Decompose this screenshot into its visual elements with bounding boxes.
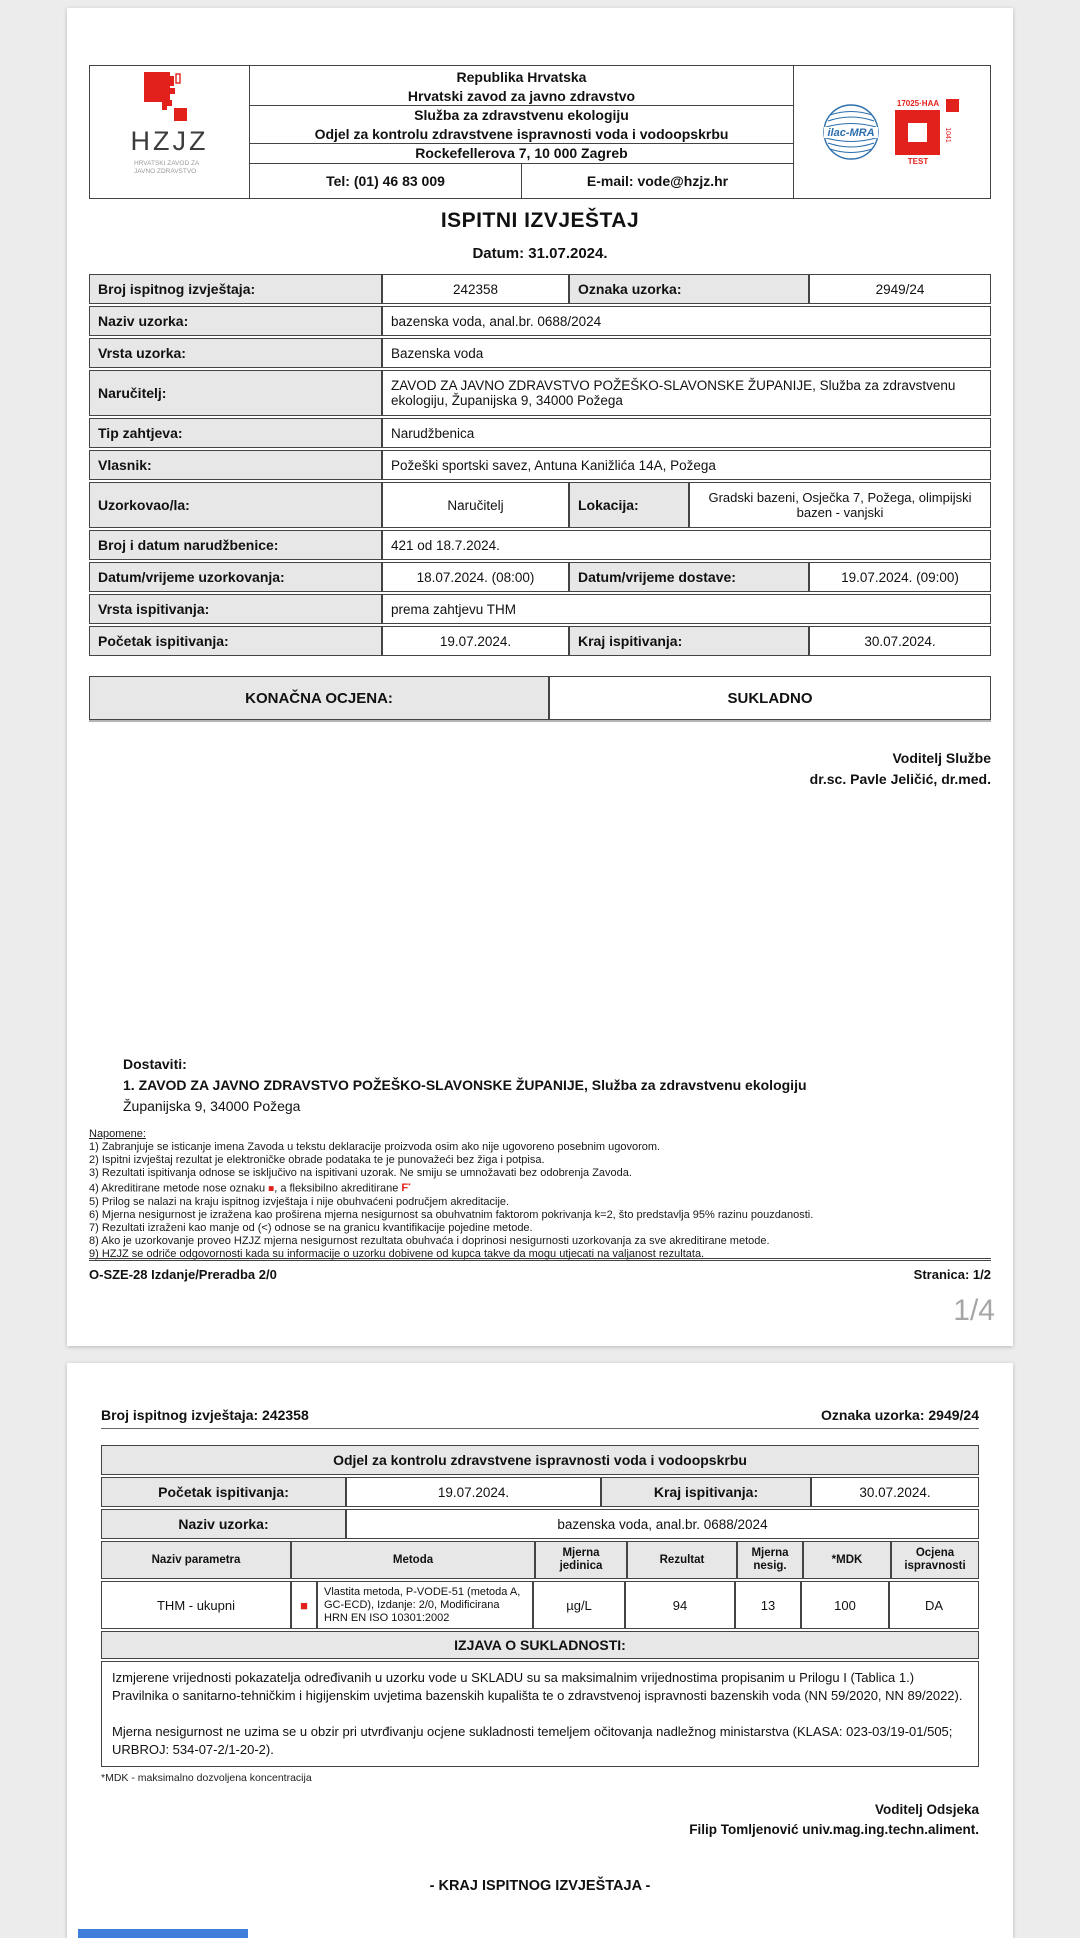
ilac-mra-icon [820, 101, 882, 163]
client-label: Naručitelj: [89, 370, 382, 416]
table-row [89, 482, 991, 528]
col-result: Rezultat [627, 1541, 737, 1579]
order-label: Broj i datum narudžbenice: [89, 530, 382, 560]
conformity-statement-title: IZJAVA O SUKLADNOSTI: [101, 1631, 979, 1659]
location-value: Gradski bazeni, Osječka 7, Požega, olimpijski bazen - vanjski [689, 482, 991, 528]
form-code: O-SZE-28 Izdanje/Preradba 2/0 [89, 1267, 277, 1282]
haa-accreditation-icon [890, 97, 964, 167]
deliver-to-line2: Županijska 9, 34000 Požega [123, 1098, 301, 1114]
statement-paragraph-2: Mjerna nesigurnost ne uzima se u obzir pri utvrđivanju ocjene sukladnosti temeljem očitovanja nadležnog ministarstva (KLASA: 023-03/19-01/505; URBROJ: 534-07-2/1-20-2). [112, 1724, 953, 1757]
phone-number: Tel: (01) 46 83 009 [250, 164, 522, 199]
owner-value: Požeški sportski savez, Antuna Kanižlića 14A, Požega [382, 450, 991, 480]
final-assessment-label: KONAČNA OCJENA: [89, 676, 549, 720]
signature-role: Voditelj Službe [892, 750, 991, 766]
final-assessment-table [89, 676, 991, 722]
note-3: 3) Rezultati ispitivanja odnose se isključivo na ispitivani uzorak. Ne smiju se umnožavati bez odobrenja Zavoda. [89, 1166, 632, 1179]
delivery-datetime-label: Datum/vrijeme dostave: [569, 562, 809, 592]
sample-code-value: 2949/24 [809, 274, 991, 304]
owner-label: Vlasnik: [89, 450, 382, 480]
request-type-value: Narudžbenica [382, 418, 991, 448]
notes-title: Napomene: [89, 1128, 146, 1140]
location-label: Lokacija: [569, 482, 689, 528]
table-row [89, 370, 991, 416]
org-line-department: Odjel za kontrolu zdravstvene ispravnosti voda i vodoopskrbu [314, 125, 729, 142]
p2-end-value: 30.07.2024. [811, 1477, 979, 1507]
flexibly-accredited-icon: F▪ [401, 1181, 411, 1195]
end-of-report-line: - KRAJ ISPITNOG IZVJEŠTAJA - [429, 1878, 651, 1894]
sample-info-table [89, 274, 991, 656]
col-param: Naziv parametra [101, 1541, 291, 1579]
note-5: 5) Prilog se nalazi na kraju ispitnog izvještaja i nije obuhvaćeni područjem akreditacije. [89, 1196, 510, 1209]
results-header-row [101, 1541, 979, 1579]
report-date: Datum: 31.07.2024. [472, 245, 608, 262]
org-line-address: Rockefellerova 7, 10 000 Zagreb [415, 145, 628, 161]
request-type-label: Tip zahtjeva: [89, 418, 382, 448]
ilac-mra-label: ilac-MRA [827, 127, 875, 139]
delivery-datetime-value: 19.07.2024. (09:00) [809, 562, 991, 592]
page2-sample-code: Oznaka uzorka: 2949/24 [821, 1407, 979, 1423]
end-date-label: Kraj ispitivanja: [569, 626, 809, 656]
report-page-2 [67, 1363, 1013, 1938]
method-value: Vlastita metoda, P-VODE-51 (metoda A, GC-ECD), Izdanje: 2/0, Modificirana HRN EN ISO 10301:2002 [317, 1581, 533, 1629]
start-date-label: Početak ispitivanja: [89, 626, 382, 656]
table-row [89, 418, 991, 448]
deliver-to-line1: 1. ZAVOD ZA JAVNO ZDRAVSTVO POŽEŠKO-SLAVONSKE ŽUPANIJE, Služba za zdravstvenu ekologiju [123, 1077, 807, 1093]
haa-number-label: 1041 [944, 127, 951, 143]
table-row [89, 306, 991, 336]
results-table [101, 1541, 979, 1629]
start-date-value: 19.07.2024. [382, 626, 569, 656]
report-page-1 [67, 8, 1013, 1346]
results-data-row [101, 1581, 979, 1629]
test-kind-value: prema zahtjevu THM [382, 594, 991, 624]
note-1: 1) Zabranjuje se isticanje imena Zavoda u tekstu deklaracije proizvoda osim ako nije ugovoreno posebnim ugovorom. [89, 1140, 661, 1153]
note-4: 4) Akreditirane metode nose oznaku ■, a fleksibilno akreditirane F▪ [89, 1181, 411, 1195]
org-line-institute: Hrvatski zavod za javno zdravstvo [407, 87, 636, 104]
sample-type-label: Vrsta uzorka: [89, 338, 382, 368]
accreditation-logos [793, 66, 990, 198]
note-9: 9) HZJZ se odriče odgovornosti kada su informacije o uzorku dobivene od kupca takve da mogu utjecati na valjanost rezultata. [89, 1247, 705, 1260]
page2-report-no: Broj ispitnog izvještaja: 242358 [101, 1407, 309, 1423]
statement-paragraph-1: Izmjerene vrijednosti pokazatelja određivanih u uzorku vode u SKLADU su sa maksimalnim vrijednostima propisanim u Prilogu I (Tablica 1.) Pravilnika o sanitarno-tehničkim i higijenskim uvjetima bazenskih kupališta te o zdravstvenoj ispravnosti bazenskih voda (NN 59/2020, NN 89/2022). [112, 1670, 963, 1703]
report-no-value: 242358 [382, 274, 569, 304]
order-value: 421 od 18.7.2024. [382, 530, 991, 560]
viewer-page-indicator: 1/4 [953, 1294, 995, 1327]
deliver-to-block [123, 1054, 973, 1117]
email-address: E-mail: vode@hzjz.hr [586, 172, 729, 189]
page1-footer [89, 1258, 991, 1282]
sample-code-label: Oznaka uzorka: [569, 274, 809, 304]
table-row [89, 626, 991, 656]
note-8: 8) Ako je uzorkovanje proveo HZJZ mjerna nesigurnost rezultata obuhvaća i doprinosi nesigurnosti uzorkovanja za sve akreditirane metode. [89, 1234, 770, 1247]
haa-test-label: TEST [907, 157, 929, 166]
end-date-value: 30.07.2024. [809, 626, 991, 656]
sampling-datetime-value: 18.07.2024. (08:00) [382, 562, 569, 592]
report-no-label: Broj ispitnog izvještaja: [89, 274, 382, 304]
col-unit: Mjerna jedinica [535, 1541, 627, 1579]
department-table [101, 1445, 979, 1539]
hzjz-logo-block [90, 66, 250, 198]
department-title: Odjel za kontrolu zdravstvene ispravnosti voda i vodoopskrbu [101, 1445, 979, 1475]
hzjz-logo-icon [138, 72, 202, 124]
param-value: THM - ukupni [101, 1581, 291, 1629]
result-value: 94 [625, 1581, 735, 1629]
note-2: 2) Ispitni izvještaj rezultat je elektroničke obrade podataka te je punovažeći bez žiga i potpisa. [89, 1153, 545, 1166]
signature-block-service-head [89, 748, 991, 790]
page-title: ISPITNI IZVJEŠTAJ [440, 209, 640, 232]
note-6: 6) Mjerna nesigurnost je izražena kao proširena mjerna nesigurnost sa obuhvatnim faktorom pokrivanja k=2, što predstavlja 95% razinu pouzdanosti. [89, 1209, 814, 1222]
table-row [89, 450, 991, 480]
signature-block-section-head [101, 1800, 979, 1840]
p2-start-label: Početak ispitivanja: [101, 1477, 346, 1507]
hzjz-logo-text: HZJZ [130, 126, 209, 156]
sample-type-value: Bazenska voda [382, 338, 991, 368]
accredited-method-icon: ■ [268, 1183, 275, 1195]
assessment-value: DA [889, 1581, 979, 1629]
signature-role: Voditelj Odsjeka [874, 1802, 979, 1817]
letterhead-org-lines [250, 66, 793, 198]
accredited-method-icon: ■ [291, 1581, 317, 1629]
table-row [89, 562, 991, 592]
col-method: Metoda [291, 1541, 535, 1579]
sampled-by-label: Uzorkovao/la: [89, 482, 382, 528]
signature-name: dr.sc. Pavle Jeličić, dr.med. [809, 771, 991, 787]
table-row [89, 338, 991, 368]
p2-sample-label: Naziv uzorka: [101, 1509, 346, 1539]
haa-standard-label: 17025·HAA [896, 99, 940, 108]
p2-start-value: 19.07.2024. [346, 1477, 601, 1507]
note-7: 7) Rezultati izraženi kao manje od (<) odnose se na granicu kvantifikacije pojedine metode. [89, 1222, 533, 1234]
uncertainty-value: 13 [735, 1581, 801, 1629]
client-value: ZAVOD ZA JAVNO ZDRAVSTVO POŽEŠKO-SLAVONSKE ŽUPANIJE, Služba za zdravstvenu ekologiju, Županijska 9, 34000 Požega [382, 370, 991, 416]
p2-sample-value: bazenska voda, anal.br. 0688/2024 [346, 1509, 979, 1539]
sampled-by-value: Naručitelj [382, 482, 569, 528]
org-line-republic: Republika Hrvatska [456, 69, 587, 85]
page-of-pages: Stranica: 1/2 [913, 1267, 991, 1282]
signature-name: Filip Tomljenović univ.mag.ing.techn.aliment. [689, 1822, 979, 1837]
conformity-statement-box [101, 1661, 979, 1767]
col-uncertainty: Mjerna nesig. [737, 1541, 803, 1579]
letterhead [89, 65, 991, 199]
table-row [89, 594, 991, 624]
mdk-footnote: *MDK - maksimalno dozvoljena koncentracija [101, 1772, 312, 1784]
table-row [101, 1509, 979, 1539]
col-mdk: *MDK [803, 1541, 891, 1579]
table-row [89, 274, 991, 304]
final-assessment-value: SUKLADNO [549, 676, 991, 720]
deliver-to-title: Dostaviti: [123, 1056, 187, 1072]
p2-end-label: Kraj ispitivanja: [601, 1477, 811, 1507]
table-row [101, 1477, 979, 1507]
table-row [89, 530, 991, 560]
test-kind-label: Vrsta ispitivanja: [89, 594, 382, 624]
unit-value: µg/L [533, 1581, 625, 1629]
col-assessment: Ocjena ispravnosti [891, 1541, 979, 1579]
sample-name-label: Naziv uzorka: [89, 306, 382, 336]
table-row [101, 1445, 979, 1475]
mdk-value: 100 [801, 1581, 889, 1629]
hzjz-logo-subtext: HRVATSKI ZAVOD ZA JAVNO ZDRAVSTVO [134, 160, 200, 175]
selection-highlight [78, 1929, 248, 1938]
page2-header [101, 1363, 979, 1429]
sample-name-value: bazenska voda, anal.br. 0688/2024 [382, 306, 991, 336]
notes-block [89, 1128, 991, 1261]
org-line-service: Služba za zdravstvenu ekologiju [414, 107, 629, 123]
sampling-datetime-label: Datum/vrijeme uzorkovanja: [89, 562, 382, 592]
